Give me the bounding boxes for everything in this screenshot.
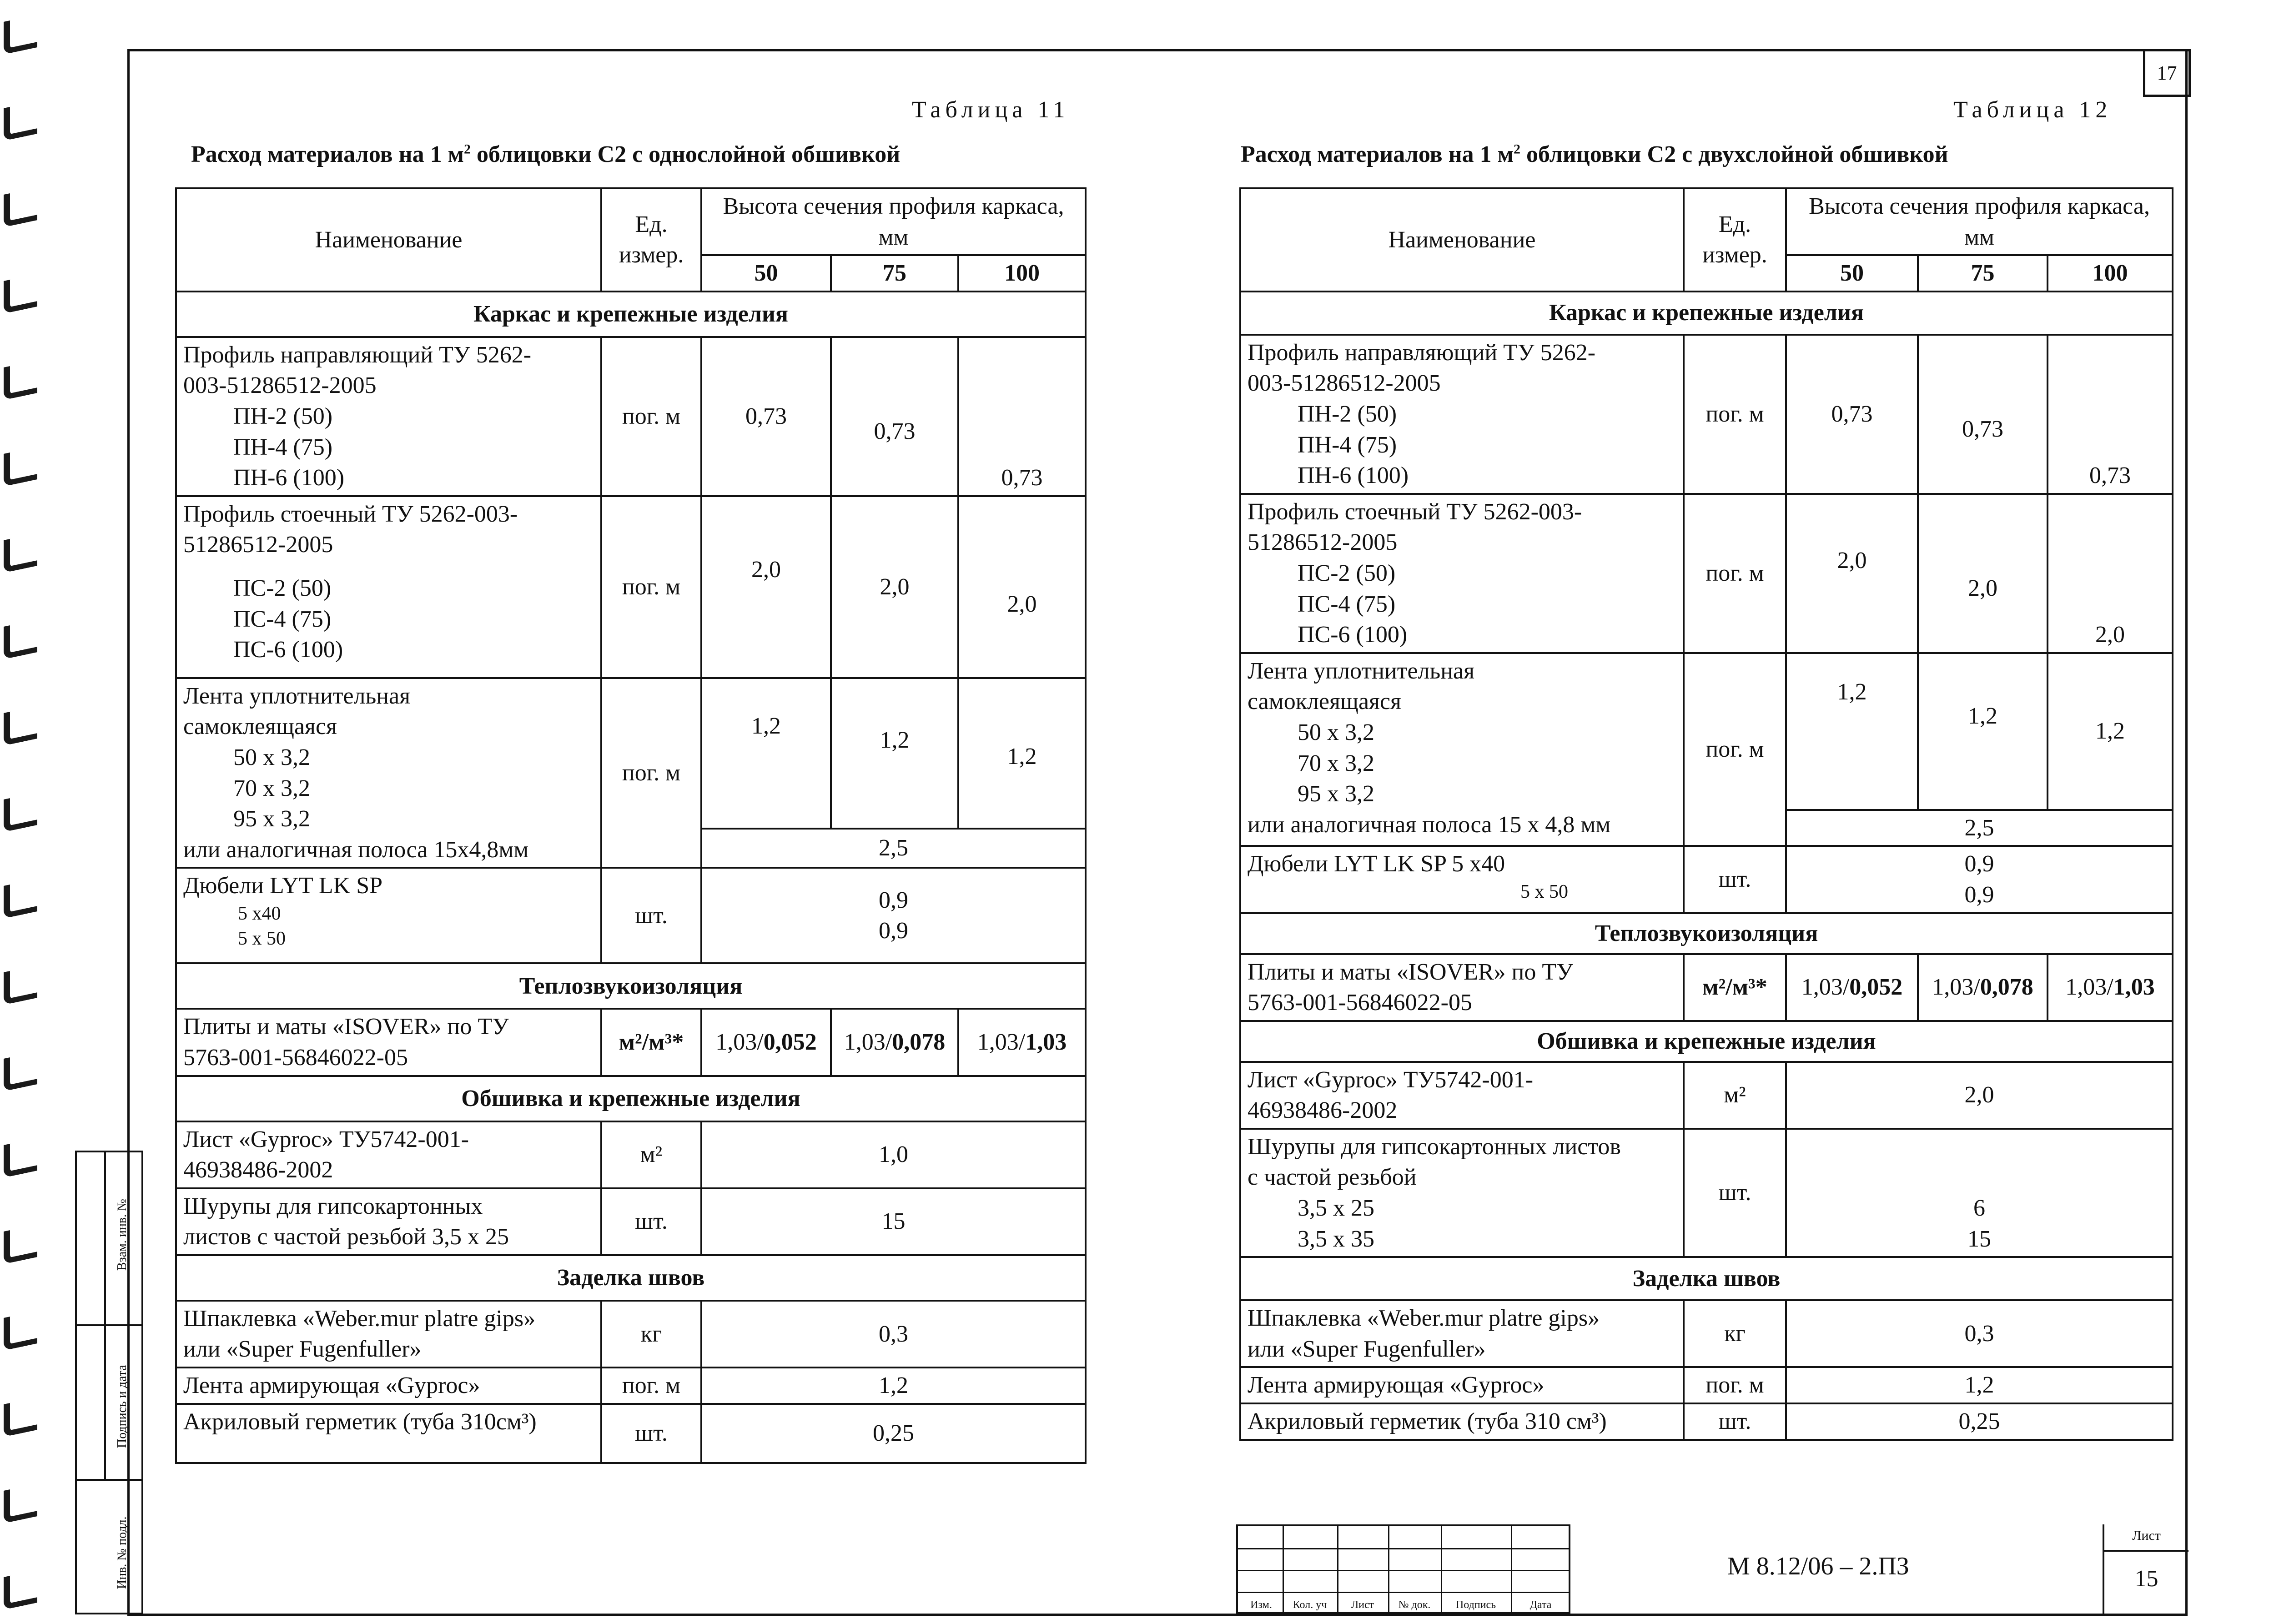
unit-cell: м²/м³*	[601, 1009, 701, 1076]
unit-cell: шт.	[601, 1188, 701, 1255]
unit-cell: пог. м	[601, 1368, 701, 1404]
stamp-kol: Кол. уч	[1293, 1599, 1327, 1611]
value-cell: 2,0	[958, 496, 1086, 678]
value-cell: 1,2	[701, 678, 831, 829]
value-cell: 1,2	[2048, 653, 2173, 810]
value-cell: 2,0	[1786, 1062, 2173, 1129]
row-sealant: Акриловый герметик (туба 310см³)	[176, 1404, 601, 1463]
value-cell: 0,73	[2048, 335, 2173, 494]
table11	[175, 187, 1087, 1464]
side-stamp-vzam: Взам. инв. №	[115, 1199, 129, 1271]
header-height: Высота сечения профиля каркаса, мм	[701, 188, 1086, 255]
value-cell: 1,03/0,078	[1918, 954, 2048, 1021]
unit-cell: пог. м	[1684, 1367, 1786, 1403]
row-sealing-tape: Лента уплотнительная самоклеящаяся 50 х 3,2 70 х 3,2 95 х 3,2 или аналогичная полоса 15 х 4,8 мм	[1240, 653, 1684, 846]
row-sealing-tape: Лента уплотнительная самоклеящаяся 50 х 3,2 70 х 3,2 95 х 3,2 или аналогичная полоса 15х4,8мм	[176, 678, 601, 868]
row-guide-profile: Профиль направляющий ТУ 5262- 003-51286512-2005 ПН-2 (50) ПН-4 (75) ПН-6 (100)	[1240, 335, 1684, 494]
stamp-ndok: № док.	[1398, 1599, 1431, 1611]
unit-cell: шт.	[1684, 1403, 1786, 1440]
section-insulation: Теплозвукоизоляция	[1240, 913, 2173, 954]
unit-cell: кг	[1684, 1300, 1786, 1367]
value-cell: 1,03/0,052	[1786, 954, 1918, 1021]
value-cell: 1,03/0,052	[701, 1009, 831, 1076]
value-cell: 1,2	[1918, 653, 2048, 810]
row-screws: Шурупы для гипсокартонных листов с частой резьбой 3,5 х 25	[176, 1188, 601, 1255]
value-cell: 0,9 0,9	[1786, 846, 2173, 913]
row-dowels: Дюбели LYT LK SP 5 х40 5 х 50	[1240, 846, 1684, 913]
unit-cell: пог. м	[1684, 335, 1786, 494]
value-cell: 1,2	[958, 678, 1086, 829]
value-cell: 1,03/0,078	[831, 1009, 958, 1076]
row-isover: Плиты и маты «ISOVER» по ТУ 5763-001-56846022-05	[1240, 954, 1684, 1021]
unit-cell: пог. м	[601, 337, 701, 496]
row-stud-profile: Профиль стоечный ТУ 5262-003- 51286512-2005 ПС-2 (50) ПС-4 (75) ПС-6 (100)	[176, 496, 601, 678]
sheet-box	[2103, 1524, 2188, 1614]
revision-grid	[1236, 1524, 1570, 1614]
value-cell: 1,03/1,03	[2048, 954, 2173, 1021]
value-cell: 2,5	[701, 829, 1086, 868]
value-cell: 1,03/1,03	[958, 1009, 1086, 1076]
value-cell: 6 15	[1786, 1129, 2173, 1257]
unit-cell: пог. м	[601, 678, 701, 868]
value-cell: 0,9 0,9	[701, 868, 1086, 963]
row-dowels: Дюбели LYT LK SP 5 х40 5 х 50	[176, 868, 601, 963]
value-cell: 1,0	[701, 1121, 1086, 1188]
header-name: Наименование	[176, 188, 601, 292]
section-insulation: Теплозвукоизоляция	[176, 963, 1086, 1009]
unit-cell: шт.	[601, 1404, 701, 1463]
value-cell: 2,5	[1786, 810, 2173, 846]
stamp-list: Лист	[1351, 1599, 1374, 1611]
drawing-frame-bottom	[127, 1614, 2188, 1616]
section-frame: Каркас и крепежные изделия	[1240, 292, 2173, 335]
value-cell: 0,25	[701, 1404, 1086, 1463]
row-isover: Плиты и маты «ISOVER» по ТУ 5763-001-56846022-05	[176, 1009, 601, 1076]
table12	[1239, 187, 2173, 1441]
unit-cell: м²	[601, 1121, 701, 1188]
value-cell: 0,73	[701, 337, 831, 496]
value-cell: 0,3	[701, 1301, 1086, 1368]
unit-cell: м²/м³*	[1684, 954, 1786, 1021]
header-h100: 100	[958, 255, 1086, 292]
section-sheathing: Обшивка и крепежные изделия	[1240, 1021, 2173, 1062]
table11-number: Таблица 11	[912, 97, 1070, 123]
title-block	[1236, 1524, 2191, 1614]
side-stamp-inv: Инв. № подл.	[115, 1516, 129, 1589]
section-seams: Заделка швов	[1240, 1257, 2173, 1300]
value-cell: 1,2	[701, 1368, 1086, 1404]
value-cell: 15	[701, 1188, 1086, 1255]
value-cell: 2,0	[701, 496, 831, 678]
value-cell: 0,3	[1786, 1300, 2173, 1367]
sheet-value: 15	[2134, 1566, 2158, 1592]
unit-cell: шт.	[1684, 846, 1786, 913]
value-cell: 2,0	[831, 496, 958, 678]
header-h75: 75	[831, 255, 958, 292]
header-name: Наименование	[1240, 188, 1684, 292]
row-stud-profile: Профиль стоечный ТУ 5262-003- 51286512-2005 ПС-2 (50) ПС-4 (75) ПС-6 (100)	[1240, 494, 1684, 653]
section-sheathing: Обшивка и крепежные изделия	[176, 1076, 1086, 1121]
header-h100: 100	[2048, 255, 2173, 292]
page-number: 17	[2143, 49, 2191, 97]
row-gyproc-sheet: Лист «Gyproc» ТУ5742-001- 46938486-2002	[176, 1121, 601, 1188]
stamp-data: Дата	[1529, 1599, 1552, 1611]
side-stamp	[75, 1151, 143, 1614]
row-gyproc-sheet: Лист «Gyproc» ТУ5742-001- 46938486-2002	[1240, 1062, 1684, 1129]
table12-number: Таблица 12	[1953, 97, 2112, 123]
row-putty: Шпаклевка «Weber.mur platre gips» или «Super Fugenfuller»	[176, 1301, 601, 1368]
unit-cell: пог. м	[1684, 494, 1786, 653]
unit-cell: пог. м	[1684, 653, 1786, 846]
value-cell: 2,0	[2048, 494, 2173, 653]
header-unit: Ед. измер.	[601, 188, 701, 292]
stamp-izm: Изм.	[1250, 1599, 1272, 1611]
row-guide-profile: Профиль направляющий ТУ 5262- 003-51286512-2005 ПН-2 (50) ПН-4 (75) ПН-6 (100)	[176, 337, 601, 496]
header-h50: 50	[1786, 255, 1918, 292]
row-putty: Шпаклевка «Weber.mur platre gips» или «Super Fugenfuller»	[1240, 1300, 1684, 1367]
value-cell: 0,73	[958, 337, 1086, 496]
section-frame: Каркас и крепежные изделия	[176, 292, 1086, 337]
unit-cell: шт.	[601, 868, 701, 963]
value-cell: 1,2	[1786, 1367, 2173, 1403]
side-stamp-podpis: Подпись и дата	[115, 1365, 129, 1448]
section-seams: Заделка швов	[176, 1255, 1086, 1301]
row-reinforce-tape: Лента армирующая «Gyproc»	[176, 1368, 601, 1404]
value-cell: 2,0	[1786, 494, 1918, 653]
value-cell: 0,73	[1918, 335, 2048, 494]
header-h50: 50	[701, 255, 831, 292]
table11-title: Расход материалов на 1 $м^2$ облицовки С2 с однослойной обшивкой	[191, 141, 901, 167]
value-cell: 0,73	[1786, 335, 1918, 494]
header-unit: Ед. измер.	[1684, 188, 1786, 292]
unit-cell: кг	[601, 1301, 701, 1368]
stamp-podpis: Подпись	[1455, 1599, 1496, 1611]
unit-cell: шт.	[1684, 1129, 1786, 1257]
header-height: Высота сечения профиля каркаса, мм	[1786, 188, 2173, 255]
value-cell: 0,73	[831, 337, 958, 496]
row-reinforce-tape: Лента армирующая «Gyproc»	[1240, 1367, 1684, 1403]
sheet-label: Лист	[2104, 1528, 2188, 1552]
unit-cell: м²	[1684, 1062, 1786, 1129]
row-sealant: Акриловый герметик (туба 310 см³)	[1240, 1403, 1684, 1440]
value-cell: 2,0	[1918, 494, 2048, 653]
table12-title: Расход материалов на 1 $м^2$ облицовки С2 с двухслойной обшивкой	[1241, 141, 1948, 167]
document-code: М 8.12/06 – 2.ПЗ	[1727, 1552, 1909, 1580]
value-cell: 0,25	[1786, 1403, 2173, 1440]
row-screws: Шурупы для гипсокартонных листов с частой резьбой 3,5 х 25 3,5 х 35	[1240, 1129, 1684, 1257]
header-h75: 75	[1918, 255, 2048, 292]
value-cell: 1,2	[831, 678, 958, 829]
unit-cell: пог. м	[601, 496, 701, 678]
binder-margin	[0, 0, 59, 1624]
value-cell: 1,2	[1786, 653, 1918, 810]
